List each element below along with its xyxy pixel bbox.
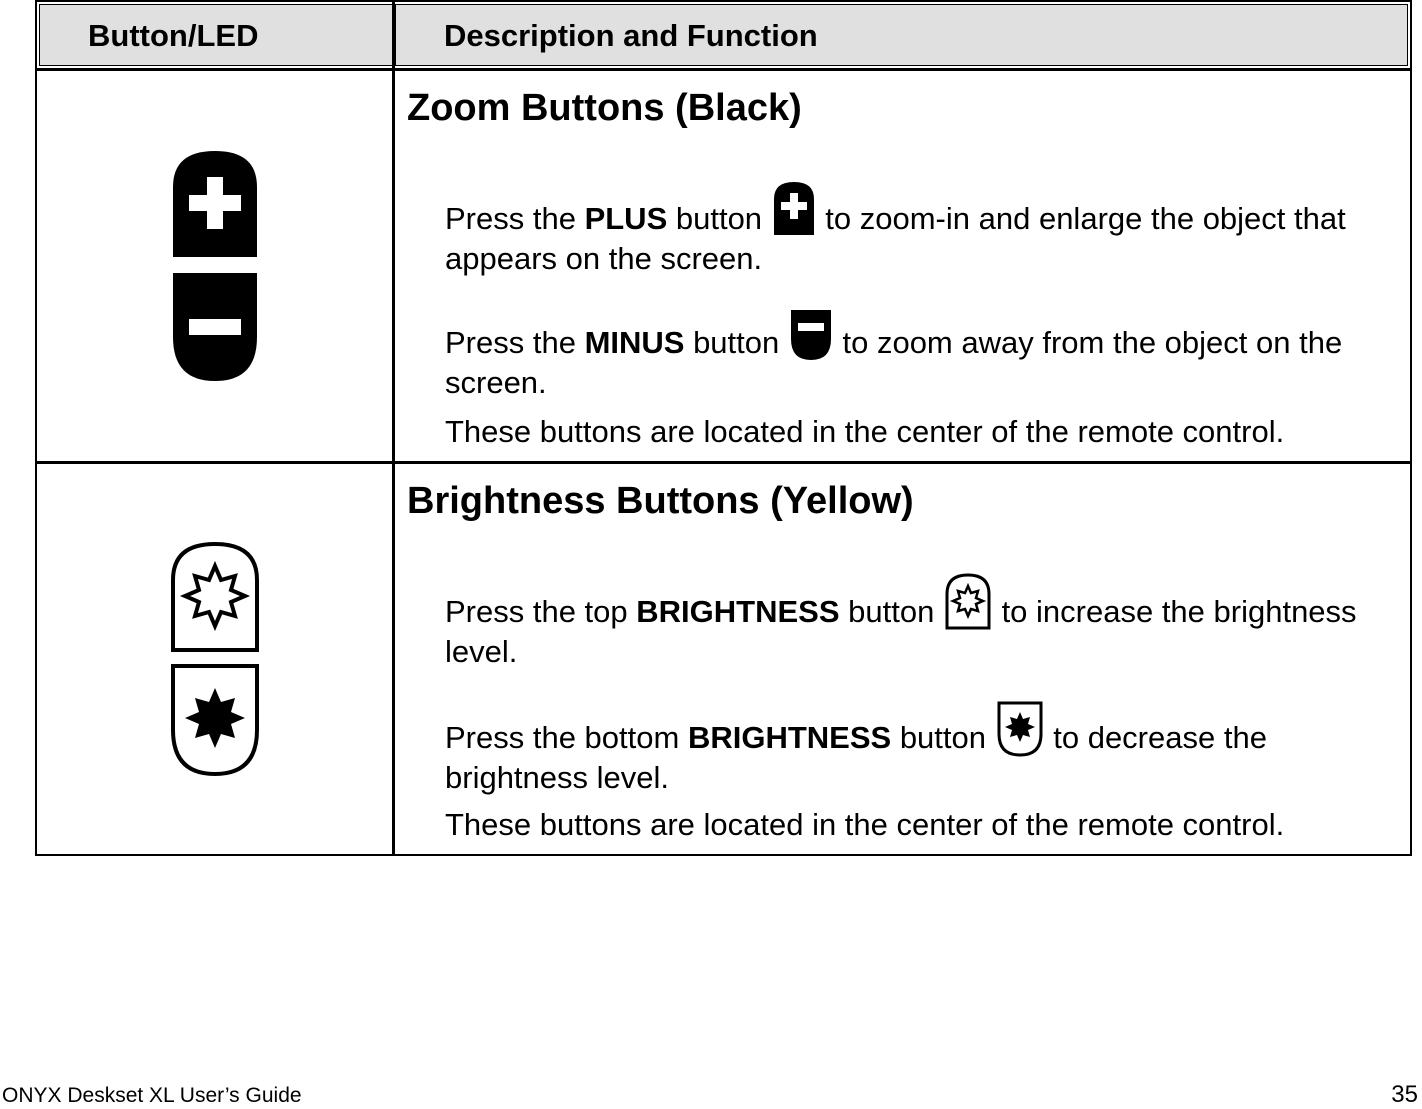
text-segment: Press the	[445, 325, 585, 360]
brightness-buttons-icon	[165, 540, 265, 780]
minus-label: MINUS	[584, 325, 685, 360]
zoom-location-note: These buttons are located in the center of the remote control.	[445, 414, 1285, 449]
footer-page-number: 35	[1391, 1081, 1418, 1108]
brightness-label: BRIGHTNESS	[687, 720, 892, 755]
plus-button-icon	[771, 179, 817, 239]
brightness-label: BRIGHTNESS	[636, 594, 840, 629]
table-row-brightness	[37, 464, 1410, 854]
header-button-led: Button/LED	[39, 4, 393, 66]
brightness-location-note: These buttons are located in the center of the remote control.	[445, 807, 1285, 842]
header-description: Description and Function	[395, 4, 1408, 66]
brightness-section-title: Brightness Buttons (Yellow)	[407, 480, 914, 522]
table-header-row	[37, 2, 1410, 70]
table-row-zoom	[37, 71, 1410, 461]
text-segment: button	[667, 201, 771, 236]
zoom-icons-cell	[37, 71, 393, 461]
zoom-buttons-icon	[165, 147, 265, 387]
text-segment: Press the bottom	[445, 720, 688, 755]
plus-instruction	[445, 179, 1405, 278]
brightness-down-button-icon	[995, 700, 1045, 758]
text-segment: button	[839, 594, 943, 629]
zoom-section-title: Zoom Buttons (Black)	[407, 87, 802, 129]
text-segment: to increase the brightness level.	[445, 594, 1357, 669]
brightness-down-instruction	[445, 700, 1405, 797]
brightness-up-instruction	[445, 572, 1405, 671]
footer-guide-title: ONYX Deskset XL User’s Guide	[2, 1084, 302, 1107]
plus-label: PLUS	[584, 201, 668, 236]
text-segment: to decrease the brightness level.	[445, 720, 1267, 795]
text-segment: button	[684, 325, 788, 360]
text-segment: to zoom-in and enlarge the object that appears on the screen.	[445, 201, 1346, 276]
button-description-table	[35, 0, 1412, 856]
text-segment: Press the	[445, 201, 585, 236]
text-segment: to zoom away from the object on the screen.	[445, 325, 1343, 400]
text-segment: Press the top	[445, 594, 637, 629]
minus-instruction	[445, 307, 1422, 402]
brightness-icons-cell	[37, 464, 393, 854]
text-segment: button	[891, 720, 995, 755]
brightness-up-button-icon	[943, 572, 993, 632]
minus-button-icon	[788, 307, 834, 363]
